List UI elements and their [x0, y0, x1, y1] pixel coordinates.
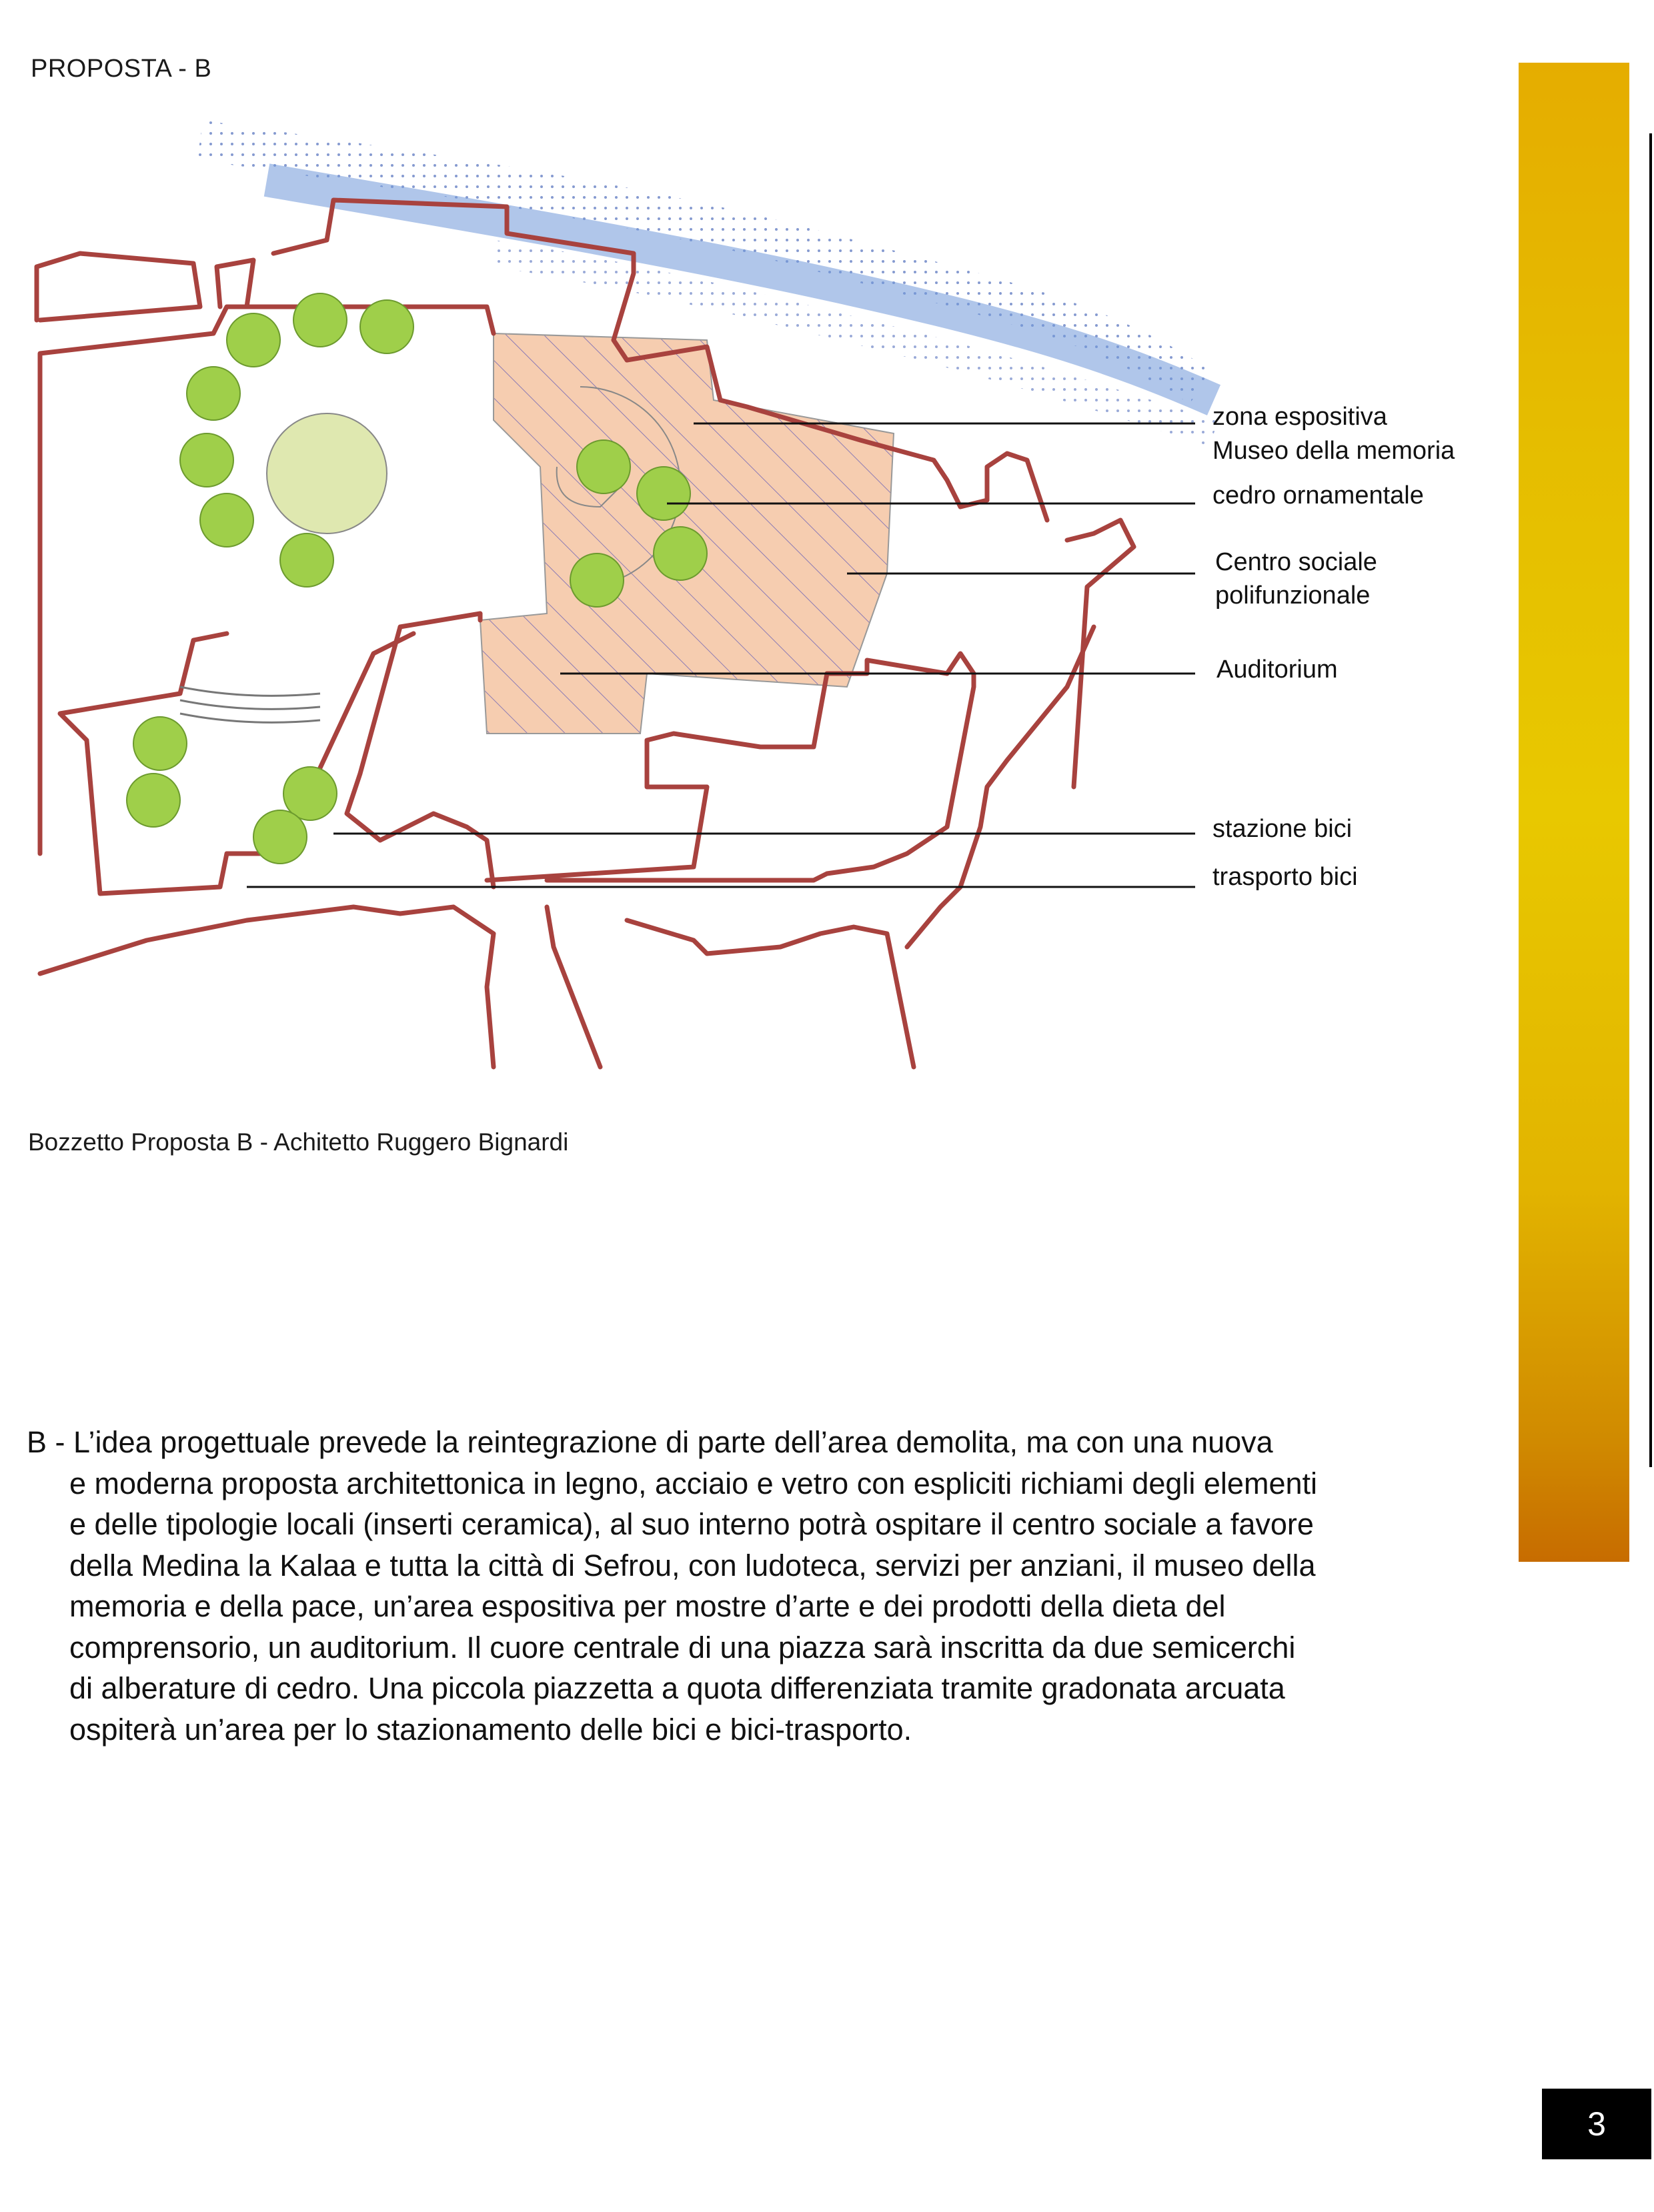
- body-line: di alberature di cedro. Una piccola piazzetta a quota differenziata tramite gradonata arcuata: [69, 1671, 1285, 1705]
- side-gradient-bar: [1519, 63, 1629, 1562]
- label-auditorium: Auditorium: [1216, 656, 1338, 684]
- body-line: della Medina la Kalaa e tutta la città di Sefrou, con ludoteca, servizi per anziani, il museo della: [69, 1548, 1316, 1582]
- body-line: e moderna proposta architettonica in legno, acciaio e vetro con espliciti richiami degli elementi: [69, 1466, 1317, 1500]
- architectural-sketch: [27, 120, 1334, 1094]
- label-centro-sociale: Centro sociale: [1215, 548, 1377, 576]
- page-title: PROPOSTA - B: [31, 55, 212, 83]
- body-line: memoria e della pace, un’area espositiva per mostre d’arte e dei prodotti della dieta del: [69, 1589, 1226, 1623]
- figure-caption: Bozzetto Proposta B - Achitetto Ruggero Bignardi: [28, 1128, 569, 1156]
- label-stazione-bici: stazione bici: [1212, 815, 1353, 843]
- label-museo-memoria: Museo della memoria: [1212, 437, 1455, 465]
- body-line: B - L’idea progettuale prevede la reintegrazione di parte dell’area demolita, ma con una nuova: [27, 1425, 1273, 1459]
- label-trasporto-bici: trasporto bici: [1212, 863, 1358, 891]
- label-cedro-ornamentale: cedro ornamentale: [1212, 481, 1424, 509]
- body-line: ospiterà un’area per lo stazionamento delle bici e bici-trasporto.: [69, 1712, 912, 1747]
- label-zona-espositiva: zona espositiva: [1212, 403, 1387, 431]
- body-paragraph: [27, 1422, 1494, 1750]
- label-polifunzionale: polifunzionale: [1215, 582, 1371, 610]
- side-rule: [1649, 133, 1652, 1467]
- body-line: comprensorio, un auditorium. Il cuore centrale di una piazza sarà inscritta da due semicerchi: [69, 1630, 1296, 1665]
- body-line: e delle tipologie locali (inserti ceramica), al suo interno potrà ospitare il centro sociale a favore: [69, 1507, 1314, 1541]
- page-number: 3: [1542, 2089, 1651, 2159]
